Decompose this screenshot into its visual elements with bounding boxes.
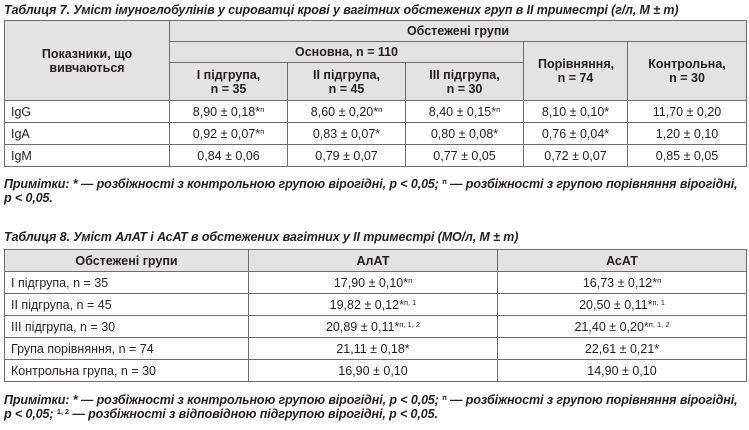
cell: 1,20 ± 0,10 bbox=[628, 123, 747, 145]
cell: 0,83 ± 0,07* bbox=[288, 123, 406, 145]
cell: 0,92 ± 0,07*$^п$ bbox=[170, 123, 288, 145]
cell: 8,10 ± 0,10* bbox=[524, 101, 628, 123]
row-label: І підгрупа, n = 35 bbox=[5, 272, 249, 294]
row-label: IgG bbox=[5, 101, 170, 123]
col-header-asat: АсАТ bbox=[498, 250, 747, 272]
table8-note: Примітки: * — розбіжності з контрольною групою вірогідні, р < 0,05; $^п$ — розбіжності з групою порівняння вірогідні, р < 0,05; $^{1, 2}$ — розбіжності з відповідною підгрупою вірогідні, р < 0,05. bbox=[4, 393, 738, 421]
col-header-groups: Обстежені групи bbox=[5, 250, 249, 272]
cell-asat: 20,50 ± 0,11*$^{п, 1}$ bbox=[498, 294, 747, 316]
table-row bbox=[5, 101, 747, 123]
cell-alat: 19,82 ± 0,12*$^{п, 1}$ bbox=[249, 294, 498, 316]
row-label: ІІІ підгрупа, n = 30 bbox=[5, 316, 249, 338]
col-header-comparison: Порівняння, n = 74 bbox=[524, 42, 628, 101]
cell-asat: 22,61 ± 0,21* bbox=[498, 338, 747, 360]
cell: 0,84 ± 0,06 bbox=[170, 145, 288, 167]
cell-asat: 14,90 ± 0,10 bbox=[498, 360, 747, 382]
cell: 0,72 ± 0,07 bbox=[524, 145, 628, 167]
main-group-header: Основна, n = 110 bbox=[170, 42, 524, 63]
cell-asat: 16,73 ± 0,12*$^п$ bbox=[498, 272, 747, 294]
cell: 8,90 ± 0,18*$^п$ bbox=[170, 101, 288, 123]
cell: 0,80 ± 0,08* bbox=[406, 123, 524, 145]
row-label: ІІ підгрупа, n = 45 bbox=[5, 294, 249, 316]
table8-caption: Таблиця 8. Уміст АлАТ і АсАТ в обстежених вагітних у ІІ триместрі (МО/л, М ± m) bbox=[4, 230, 519, 244]
cell: 8,40 ± 0,15*$^п$ bbox=[406, 101, 524, 123]
table-row bbox=[5, 123, 747, 145]
table-row bbox=[5, 338, 747, 360]
col-header-subgroup-3: ІІІ підгрупа, n = 30 bbox=[406, 63, 524, 101]
col-header-subgroup-2: ІІ підгрупа, n = 45 bbox=[288, 63, 406, 101]
cell-alat: 16,90 ± 0,10 bbox=[249, 360, 498, 382]
alat-asat-table bbox=[4, 249, 747, 382]
cell-alat: 20,89 ± 0,11*$^{п, 1, 2}$ bbox=[249, 316, 498, 338]
col-header-alat: АлАТ bbox=[249, 250, 498, 272]
cell: 0,76 ± 0,04* bbox=[524, 123, 628, 145]
col-header-control: Контрольна, n = 30 bbox=[628, 42, 747, 101]
table7-note: Примітки: * — розбіжності з контрольною групою вірогідні, р < 0,05; $^п$ — розбіжності з групою порівняння вірогідні, р < 0,05. bbox=[4, 177, 738, 205]
row-label: IgA bbox=[5, 123, 170, 145]
table-row bbox=[5, 360, 747, 382]
corner-header: Показники, що вивчаються bbox=[5, 21, 170, 101]
cell: 11,70 ± 0,20 bbox=[628, 101, 747, 123]
col-header-subgroup-1: І підгрупа, n = 35 bbox=[170, 63, 288, 101]
row-label: Група порівняння, n = 74 bbox=[5, 338, 249, 360]
table7-caption: Таблиця 7. Уміст імуноглобулінів у сироватці крові у вагітних обстежених груп в ІІ триместрі (г/л, М ± m) bbox=[4, 3, 679, 17]
group-header: Обстежені групи bbox=[170, 21, 747, 42]
cell-asat: 21,40 ± 0,20*$^{п, 1, 2}$ bbox=[498, 316, 747, 338]
table-row bbox=[5, 316, 747, 338]
cell: 0,77 ± 0,05 bbox=[406, 145, 524, 167]
cell: 0,79 ± 0,07 bbox=[288, 145, 406, 167]
cell-alat: 17,90 ± 0,10*$^п$ bbox=[249, 272, 498, 294]
cell: 0,85 ± 0,05 bbox=[628, 145, 747, 167]
cell: 8,60 ± 0,20*$^п$ bbox=[288, 101, 406, 123]
immunoglobulin-table bbox=[4, 20, 747, 167]
row-label: IgM bbox=[5, 145, 170, 167]
table-row bbox=[5, 272, 747, 294]
row-label: Контрольна група, n = 30 bbox=[5, 360, 249, 382]
table-row bbox=[5, 145, 747, 167]
table-row bbox=[5, 294, 747, 316]
cell-alat: 21,11 ± 0,18* bbox=[249, 338, 498, 360]
